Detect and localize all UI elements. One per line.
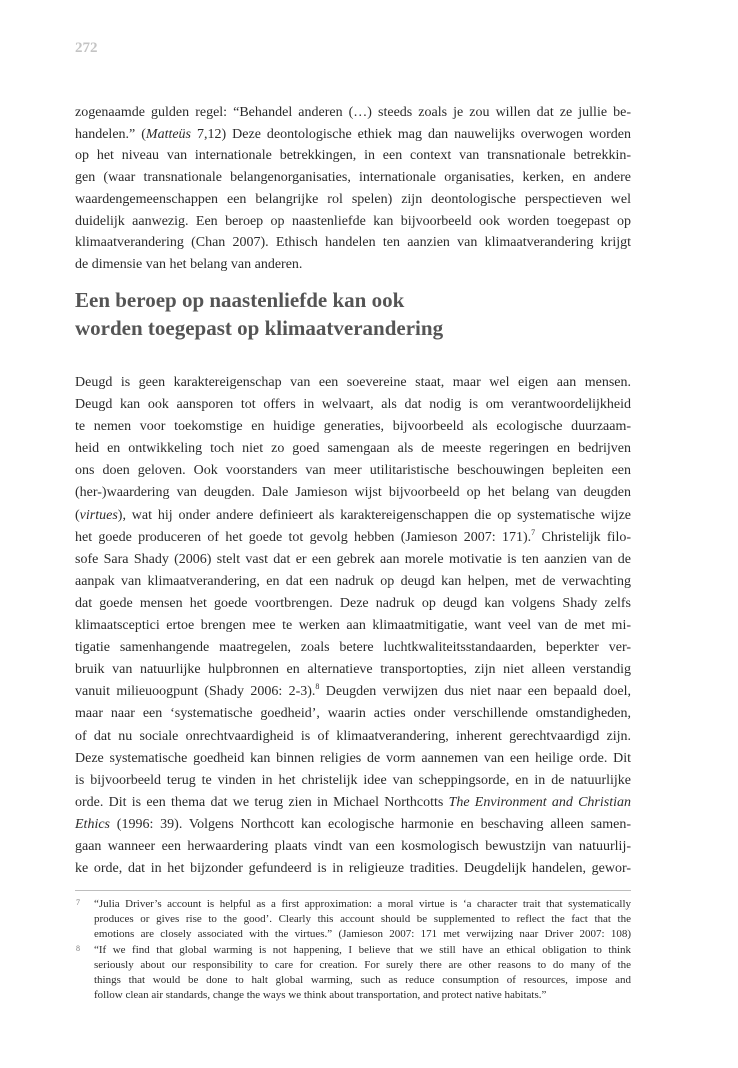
footnote-line: seriously about our responsibility to care for creation. For surely there are other reasons to do many of the (94, 958, 631, 971)
text-line: dat goede mensen het goede voortbrengen. Deze nadruk op deugd kan volgens Shady zelfs (75, 595, 631, 611)
text-line: (her-)waardering van deugden. Dale Jamieson wijst bijvoorbeeld op het belang van deugden (75, 485, 631, 501)
page-number: 272 (75, 40, 98, 56)
footnote-ref[interactable]: 8 (315, 682, 320, 692)
text-line: Deze systematische goedheid kan binnen religies de vorm aannemen van een heilige orde. Dit (75, 750, 631, 766)
text-line: op het niveau van internationale betrekkingen, in een context van transnationale betrekkin- (75, 148, 631, 164)
text-line: ons doen geloven. Ook voorstanders van meer utilitaristische beschouwingen bepleiten een (75, 463, 631, 479)
footnote (75, 943, 631, 1004)
paragraph-intro (75, 102, 631, 276)
footnote-line: “Julia Driver’s account is helpful as a first approximation: a moral virtue is ‘a character trait that systematically (94, 898, 631, 910)
text-line: tigatie samenhangende maatregelen, zoals betere luchtkwaliteitsstandaarden, beperkter ver- (75, 640, 631, 656)
text-line: zogenaamde gulden regel: “Behandel anderen (…) steeds zoals je zou willen dat ze jullie be- (75, 105, 631, 120)
paragraph-virtue (75, 372, 631, 880)
text-line: orde. Dit is een thema dat we terug zien in Michael Northcotts The Environment and Christian (75, 794, 631, 810)
footnote-divider (75, 890, 631, 891)
footnote-line: follow clean air standards, change the ways we think about transportation, and protect native habitats.” (94, 989, 547, 1002)
text-line: gaan wanneer een herwaardering plaats vindt van een kosmologisch bewustzijn van natuurlij- (75, 838, 631, 854)
heading-line: worden toegepast op klimaatverandering (75, 316, 444, 340)
text-line: sofe Sara Shady (2006) stelt vast dat er een gebrek aan morele motivatie is ten aanzien van de (75, 551, 631, 567)
footnote-line: emotions are closely associated with the virtues.” (Jamieson 2007: 171 met verwijzing naar Driver 2007: 108) (94, 928, 631, 941)
text-line: waardengemeenschappen een belangrijke rol spelen) zijn deontologische perspectieven wel (75, 191, 631, 207)
italic-title: The Environment and Christian (448, 794, 631, 810)
footnote-line: “If we find that global warming is not happening, I believe that we still have an ethical obligation to think (94, 943, 631, 956)
text-line: heid en ontwikkeling toch niet zo goed samengaan als de meeste regeringen en bedrijven (75, 441, 631, 457)
footnote-line: produces or gives rise to the good’. Clearly this account should be supplemented to reflect the fact that the (94, 913, 631, 926)
text-line: de dimensie van het belang van anderen. (75, 256, 303, 272)
footnote-ref[interactable]: 7 (531, 527, 536, 537)
text-line: klimaatverandering (Chan 2007). Ethisch handelen ten aanzien van klimaatverandering krijgt (75, 235, 631, 251)
italic-title: Ethics (75, 816, 110, 832)
text-line: duidelijk aanwezig. Een beroep op naastenliefde kan bijvoorbeeld ook worden toegepast op (75, 213, 631, 229)
footnote-line: things that would be done to halt global warming, such as reduce consumption of resources, impose and (94, 974, 631, 987)
text-line: gen (waar transnationale belangenorganisaties, internationale organisaties, kerken, en andere (75, 170, 631, 186)
text-line: of dat nu sociale onrechtvaardigheid is of klimaatverandering, inherent gerechtvaardigd zijn. (75, 728, 631, 744)
section-heading (75, 286, 443, 342)
text-line: te nemen voor toekomstige en huidige generaties, bijvoorbeeld als ecologische duurzaam- (75, 419, 631, 435)
footnotes (75, 897, 631, 1003)
text-line: is bijvoorbeeld terug te vinden in het christelijk idee van scheppingsorde, en in de natuurlijke (75, 772, 631, 788)
text-line: klimaatsceptici ertoe brengen mee te werken aan klimaatmitigatie, want veel van de met mi- (75, 618, 631, 634)
heading-line: Een beroep op naastenliefde kan ook (75, 288, 405, 312)
text-line: bruik van natuurlijke hulpbronnen en alternatieve transportopties, zijn niet alleen verstandig (75, 662, 631, 678)
footnote-number: 8 (76, 943, 80, 953)
text-line: het goede produceren of het goede tot gevolg hebben (Jamieson 2007: 171).$^7$ Christelijk filo- (75, 527, 631, 545)
text-line: ke orde, dat in het bijzonder gefundeerd is in religieuze tradities. Deugdelijk handelen, gewor- (75, 861, 631, 877)
text-line: Deugd kan ook aansporen tot offers in welvaart, als dat nodig is om verantwoordelijkheid (75, 397, 631, 413)
text-line: aanpak van klimaatverandering, en dat een nadruk op deugd kan helpen, met de verwachting (75, 573, 631, 589)
italic-title: virtues (79, 507, 118, 523)
text-line: vanuit milieuoogpunt (Shady 2006: 2-3).$^8$ Deugden verwijzen dus niet naar een bepaald doel, (75, 682, 632, 700)
text-line: Deugd is geen karaktereigenschap van een soevereine staat, maar wel eigen aan mensen. (75, 375, 631, 390)
footnote-number: 7 (76, 898, 80, 907)
text-line: Ethics (1996: 39). Volgens Northcott kan ecologische harmonie en beschaving alleen samen- (75, 816, 631, 832)
text-line: maar naar een ‘systematische goedheid’, waarin acties onder verschillende omstandigheden, (75, 706, 631, 722)
italic-title: Matteüs (145, 126, 192, 142)
text-line: (virtues), wat hij onder andere definieert als karaktereigenschappen die op systematische wijze (75, 507, 631, 523)
text-line: handelen.” (Matteüs 7,12) Deze deontologische ethiek mag dan nauwelijks overwogen worden (75, 126, 631, 142)
footnote (75, 897, 631, 943)
